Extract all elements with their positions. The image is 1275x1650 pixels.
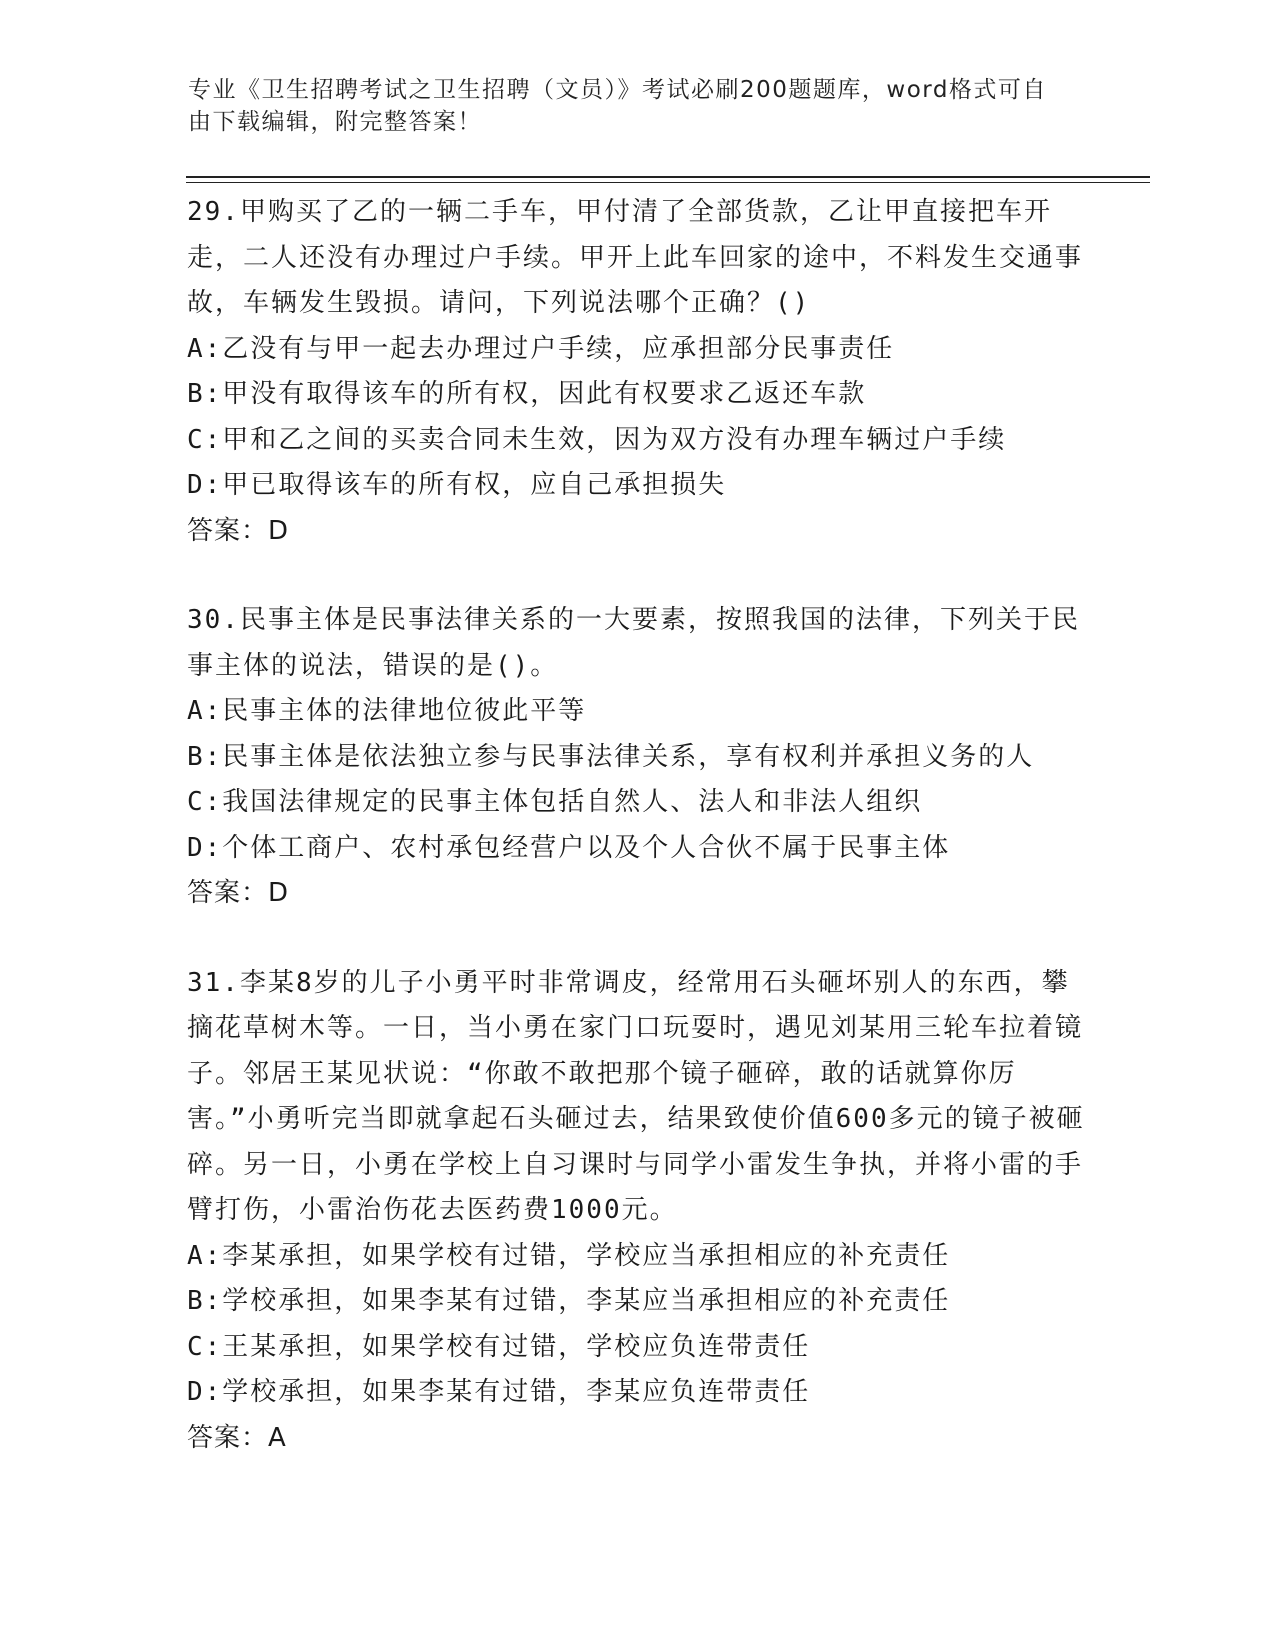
question-stem: 31.李某8岁的儿子小勇平时非常调皮，经常用石头砸坏别人的东西，攀摘花草树木等。一日，当小勇在家门口玩耍时，遇见刘某用三轮车拉着镜子。邻居王某见状说：“你敢不敢把那个镜子砸碎，敢的话就算你厉害。”小勇听完当即就拿起石头砸过去，结果致使价值600多元的镜子被砸碎。另一日，小勇在学校上自习课时与同学小雷发生争执，并将小雷的手臂打伤，小雷治伤花去医药费1000元。: [187, 967, 1085, 1225]
option-b: B:学校承担，如果李某有过错，李某应当承担相应的补充责任: [187, 1286, 951, 1316]
answer-line: 答案：D: [187, 878, 290, 908]
question-stem: 30.民事主体是民事法律关系的一大要素，按照我国的法律，下列关于民事主体的说法，错误的是()。: [187, 605, 1080, 681]
option-d: D:甲已取得该车的所有权，应自己承担损失: [187, 470, 727, 500]
option-c: C:甲和乙之间的买卖合同未生效，因为双方没有办理车辆过户手续: [187, 424, 1007, 455]
question-29: [187, 190, 1087, 554]
question-30: [187, 598, 1087, 917]
answer-line: 答案：D: [187, 515, 290, 546]
document-header: 专业《卫生招聘考试之卫生招聘（文员）》考试必刷200题题库，word格式可自由下载编辑，附完整答案！: [188, 77, 1047, 135]
option-a: A:民事主体的法律地位彼此平等: [187, 696, 587, 726]
option-c: C:我国法律规定的民事主体包括自然人、法人和非法人组织: [187, 787, 923, 817]
question-list: [187, 190, 1087, 1505]
header-rule-thin: [186, 182, 1150, 183]
option-d: D:学校承担，如果李某有过错，李某应负连带责任: [187, 1377, 811, 1407]
answer-line: 答案：A: [187, 1422, 287, 1453]
question-31: [187, 961, 1087, 1462]
header-rule-thick: [186, 176, 1150, 178]
option-d: D:个体工商户、农村承包经营户以及个人合伙不属于民事主体: [187, 832, 951, 863]
option-b: B:民事主体是依法独立参与民事法律关系，享有权利并承担义务的人: [187, 741, 1035, 772]
question-stem: 29.甲购买了乙的一辆二手车，甲付清了全部货款，乙让甲直接把车开走，二人还没有办理过户手续。甲开上此车回家的途中，不料发生交通事故，车辆发生毁损。请问，下列说法哪个正确？(): [187, 197, 1084, 318]
option-a: A:李某承担，如果学校有过错，学校应当承担相应的补充责任: [187, 1240, 951, 1271]
option-b: B:甲没有取得该车的所有权，因此有权要求乙返还车款: [187, 379, 867, 409]
option-a: A:乙没有与甲一起去办理过户手续，应承担部分民事责任: [187, 333, 895, 364]
option-c: C:王某承担，如果学校有过错，学校应负连带责任: [187, 1331, 811, 1362]
